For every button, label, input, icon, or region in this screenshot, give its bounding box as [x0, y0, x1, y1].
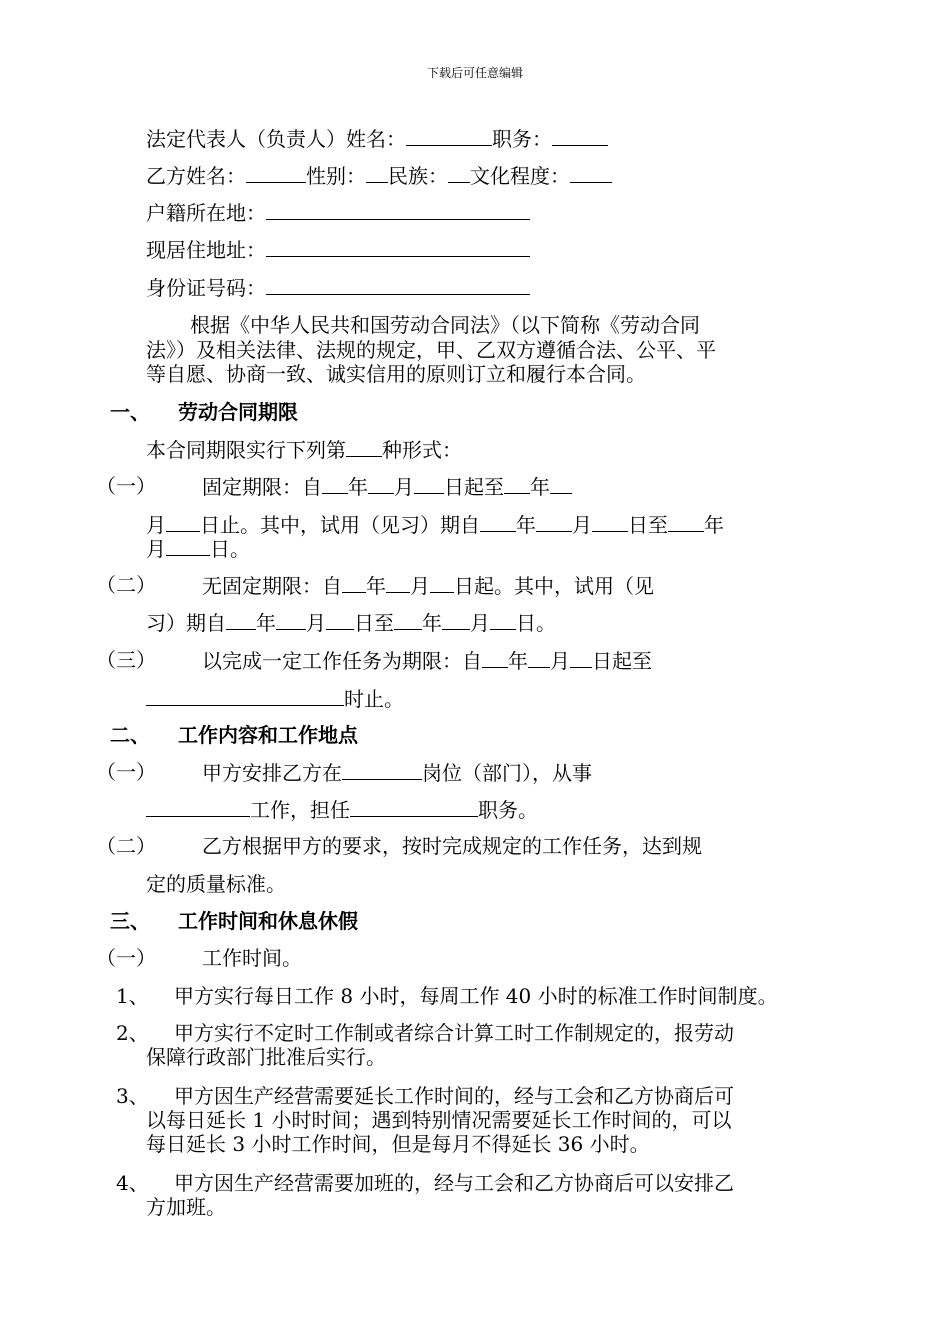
form-type-blank[interactable]: [346, 437, 382, 457]
section-3-number: 三、: [110, 909, 150, 933]
s1-i2-text-a: 无固定期限：自: [202, 574, 342, 598]
blank[interactable]: [504, 474, 530, 494]
blank[interactable]: [592, 512, 628, 532]
year-word: 年: [530, 475, 550, 499]
year-word: 年: [704, 513, 724, 537]
year-word: 年: [508, 649, 528, 673]
s3-item-1-number: 1、: [116, 984, 149, 1008]
position-blank[interactable]: [552, 126, 608, 146]
blank[interactable]: [326, 610, 354, 630]
s2-i2-line-2: 定的质量标准。: [146, 872, 286, 896]
legal-rep-label: 法定代表人（负责人）姓名：: [146, 127, 406, 151]
year-word: 年: [516, 513, 536, 537]
s1-i2-text-b: 日起。其中，试用（见: [454, 574, 654, 598]
s3-item-3-line-3: 每日延长 3 小时工作时间，但是每月不得延长 36 小时。: [146, 1132, 650, 1156]
day-to-word: 日至: [354, 611, 394, 635]
task-end-blank[interactable]: [146, 686, 344, 706]
section-3-title: 工作时间和休息休假: [178, 909, 358, 933]
blank[interactable]: [394, 610, 422, 630]
s1-i2-line-1: [202, 573, 654, 598]
position-label: 职务：: [492, 127, 552, 151]
ethnicity-blank[interactable]: [448, 163, 470, 183]
blank[interactable]: [442, 610, 470, 630]
blank[interactable]: [536, 512, 572, 532]
s3-item-2-line-2: 保障行政部门批准后实行。: [146, 1045, 386, 1069]
year-word: 年: [348, 475, 368, 499]
day-from-word: 日起至: [444, 475, 504, 499]
s1-i1-probation-text: 日止。其中，试用（见习）期自: [200, 513, 480, 537]
blank[interactable]: [528, 648, 550, 668]
party-b-name-blank[interactable]: [246, 163, 306, 183]
intro-line-2: 法》）及相关法律、法规的规定，甲、乙双方遵循合法、公平、平: [146, 338, 716, 362]
title-blank[interactable]: [350, 797, 478, 817]
s1-i3-number: （三）: [96, 648, 156, 672]
party-b-name-label: 乙方姓名：: [146, 164, 246, 188]
party-b-line: [146, 163, 612, 188]
s2-i1-text-c: 工作，担任: [250, 798, 350, 822]
s3-item-3-number: 3、: [116, 1084, 149, 1108]
blank[interactable]: [368, 474, 394, 494]
day-word: 日。: [516, 611, 556, 635]
blank[interactable]: [166, 536, 210, 556]
s1-i2-number: （二）: [96, 573, 156, 597]
year-word: 年: [366, 574, 386, 598]
residence-label: 现居住地址：: [146, 238, 266, 262]
month-word: 月: [470, 611, 490, 635]
blank[interactable]: [570, 648, 592, 668]
household-blank[interactable]: [266, 200, 530, 220]
s1-i3-line-2: [146, 686, 404, 711]
day-to-word: 日至: [628, 513, 668, 537]
s2-i1-line-2: [146, 797, 538, 822]
blank[interactable]: [342, 573, 366, 593]
id-blank[interactable]: [266, 275, 530, 295]
s2-i2-number: （二）: [96, 834, 156, 858]
s1-lead-b: 种形式：: [382, 438, 462, 462]
blank[interactable]: [480, 512, 516, 532]
blank[interactable]: [482, 648, 508, 668]
s3-i1-text: 工作时间。: [202, 946, 302, 970]
education-label: 文化程度：: [470, 164, 570, 188]
blank[interactable]: [276, 610, 306, 630]
month-word: 月: [306, 611, 326, 635]
residence-blank[interactable]: [266, 237, 530, 257]
section-1-number: 一、: [110, 400, 150, 424]
id-label: 身份证号码：: [146, 276, 266, 300]
s1-i2-line-2: [146, 610, 556, 635]
blank[interactable]: [322, 474, 348, 494]
household-label: 户籍所在地：: [146, 201, 266, 225]
s1-i3-text-c: 时止。: [344, 687, 404, 711]
s2-i1-number: （一）: [96, 760, 156, 784]
day-word: 日。: [210, 537, 250, 561]
section-2-title: 工作内容和工作地点: [178, 723, 358, 747]
s3-item-4-line-1: 甲方因生产经营需要加班的，经与工会和乙方协商后可以安排乙: [174, 1171, 734, 1195]
month-word: 月: [572, 513, 592, 537]
s1-lead-line: [146, 437, 462, 462]
residence-line: [146, 237, 530, 262]
post-blank[interactable]: [342, 760, 422, 780]
s1-i1-line-2: [146, 512, 724, 537]
s1-i1-line-1: [202, 474, 572, 499]
legal-rep-line: [146, 126, 608, 151]
page-header: 下载后可任意编辑: [426, 66, 523, 80]
s3-item-4-line-2: 方加班。: [146, 1195, 226, 1219]
year-word: 年: [422, 611, 442, 635]
blank[interactable]: [490, 610, 516, 630]
section-1-title: 劳动合同期限: [178, 400, 298, 424]
household-line: [146, 200, 530, 225]
s3-item-2-line-1: 甲方实行不定时工作制或者综合计算工时工作制规定的，报劳动: [174, 1021, 734, 1045]
s3-item-2-number: 2、: [116, 1021, 149, 1045]
s3-item-4-number: 4、: [116, 1171, 149, 1195]
work-blank[interactable]: [146, 797, 250, 817]
year-word: 年: [256, 611, 276, 635]
blank[interactable]: [414, 474, 444, 494]
s2-i1-text-d: 职务。: [478, 798, 538, 822]
ethnicity-label: 民族：: [388, 164, 448, 188]
s2-i1-text-b: 岗位（部门），从事: [422, 761, 592, 785]
intro-line-1: 根据《中华人民共和国劳动合同法》（以下简称《劳动合同: [190, 313, 700, 337]
s1-i3-text-b: 日起至: [592, 649, 652, 673]
s3-item-3-line-1: 甲方因生产经营需要延长工作时间的，经与工会和乙方协商后可: [174, 1084, 734, 1108]
s1-i3-line-1: [202, 648, 652, 673]
education-blank[interactable]: [570, 163, 612, 183]
s2-i1-text-a: 甲方安排乙方在: [202, 761, 342, 785]
blank[interactable]: [668, 512, 704, 532]
s3-item-3-line-2: 以每日延长 1 小时时间；遇到特别情况需要延长工作时间的，可以: [146, 1108, 732, 1132]
s3-item-1-line-1: 甲方实行每日工作 8 小时，每周工作 40 小时的标准工作时间制度。: [174, 984, 778, 1008]
s2-i2-line-1: 乙方根据甲方的要求，按时完成规定的工作任务，达到规: [202, 834, 702, 858]
s1-i1-line-3: [146, 536, 250, 561]
s1-i2-text-c: 习）期自: [146, 611, 226, 635]
blank[interactable]: [550, 474, 572, 494]
month-word: 月: [394, 475, 414, 499]
intro-line-3: 等自愿、协商一致、诚实信用的原则订立和履行本合同。: [146, 362, 646, 386]
s1-lead-a: 本合同期限实行下列第: [146, 438, 346, 462]
legal-rep-blank[interactable]: [406, 126, 492, 146]
blank[interactable]: [386, 573, 410, 593]
s3-i1-number: （一）: [96, 946, 156, 970]
s1-i1-number: （一）: [96, 474, 156, 498]
blank[interactable]: [226, 610, 256, 630]
blank[interactable]: [430, 573, 454, 593]
id-line: [146, 275, 530, 300]
blank[interactable]: [166, 512, 200, 532]
s1-i1-text-a: 固定期限：自: [202, 475, 322, 499]
month-word: 月: [146, 513, 166, 537]
s2-i1-line-1: [202, 760, 592, 785]
gender-blank[interactable]: [366, 163, 388, 183]
month-word: 月: [146, 537, 166, 561]
s1-i3-text-a: 以完成一定工作任务为期限：自: [202, 649, 482, 673]
month-word: 月: [550, 649, 570, 673]
gender-label: 性别：: [306, 164, 366, 188]
section-2-number: 二、: [110, 723, 150, 747]
month-word: 月: [410, 574, 430, 598]
